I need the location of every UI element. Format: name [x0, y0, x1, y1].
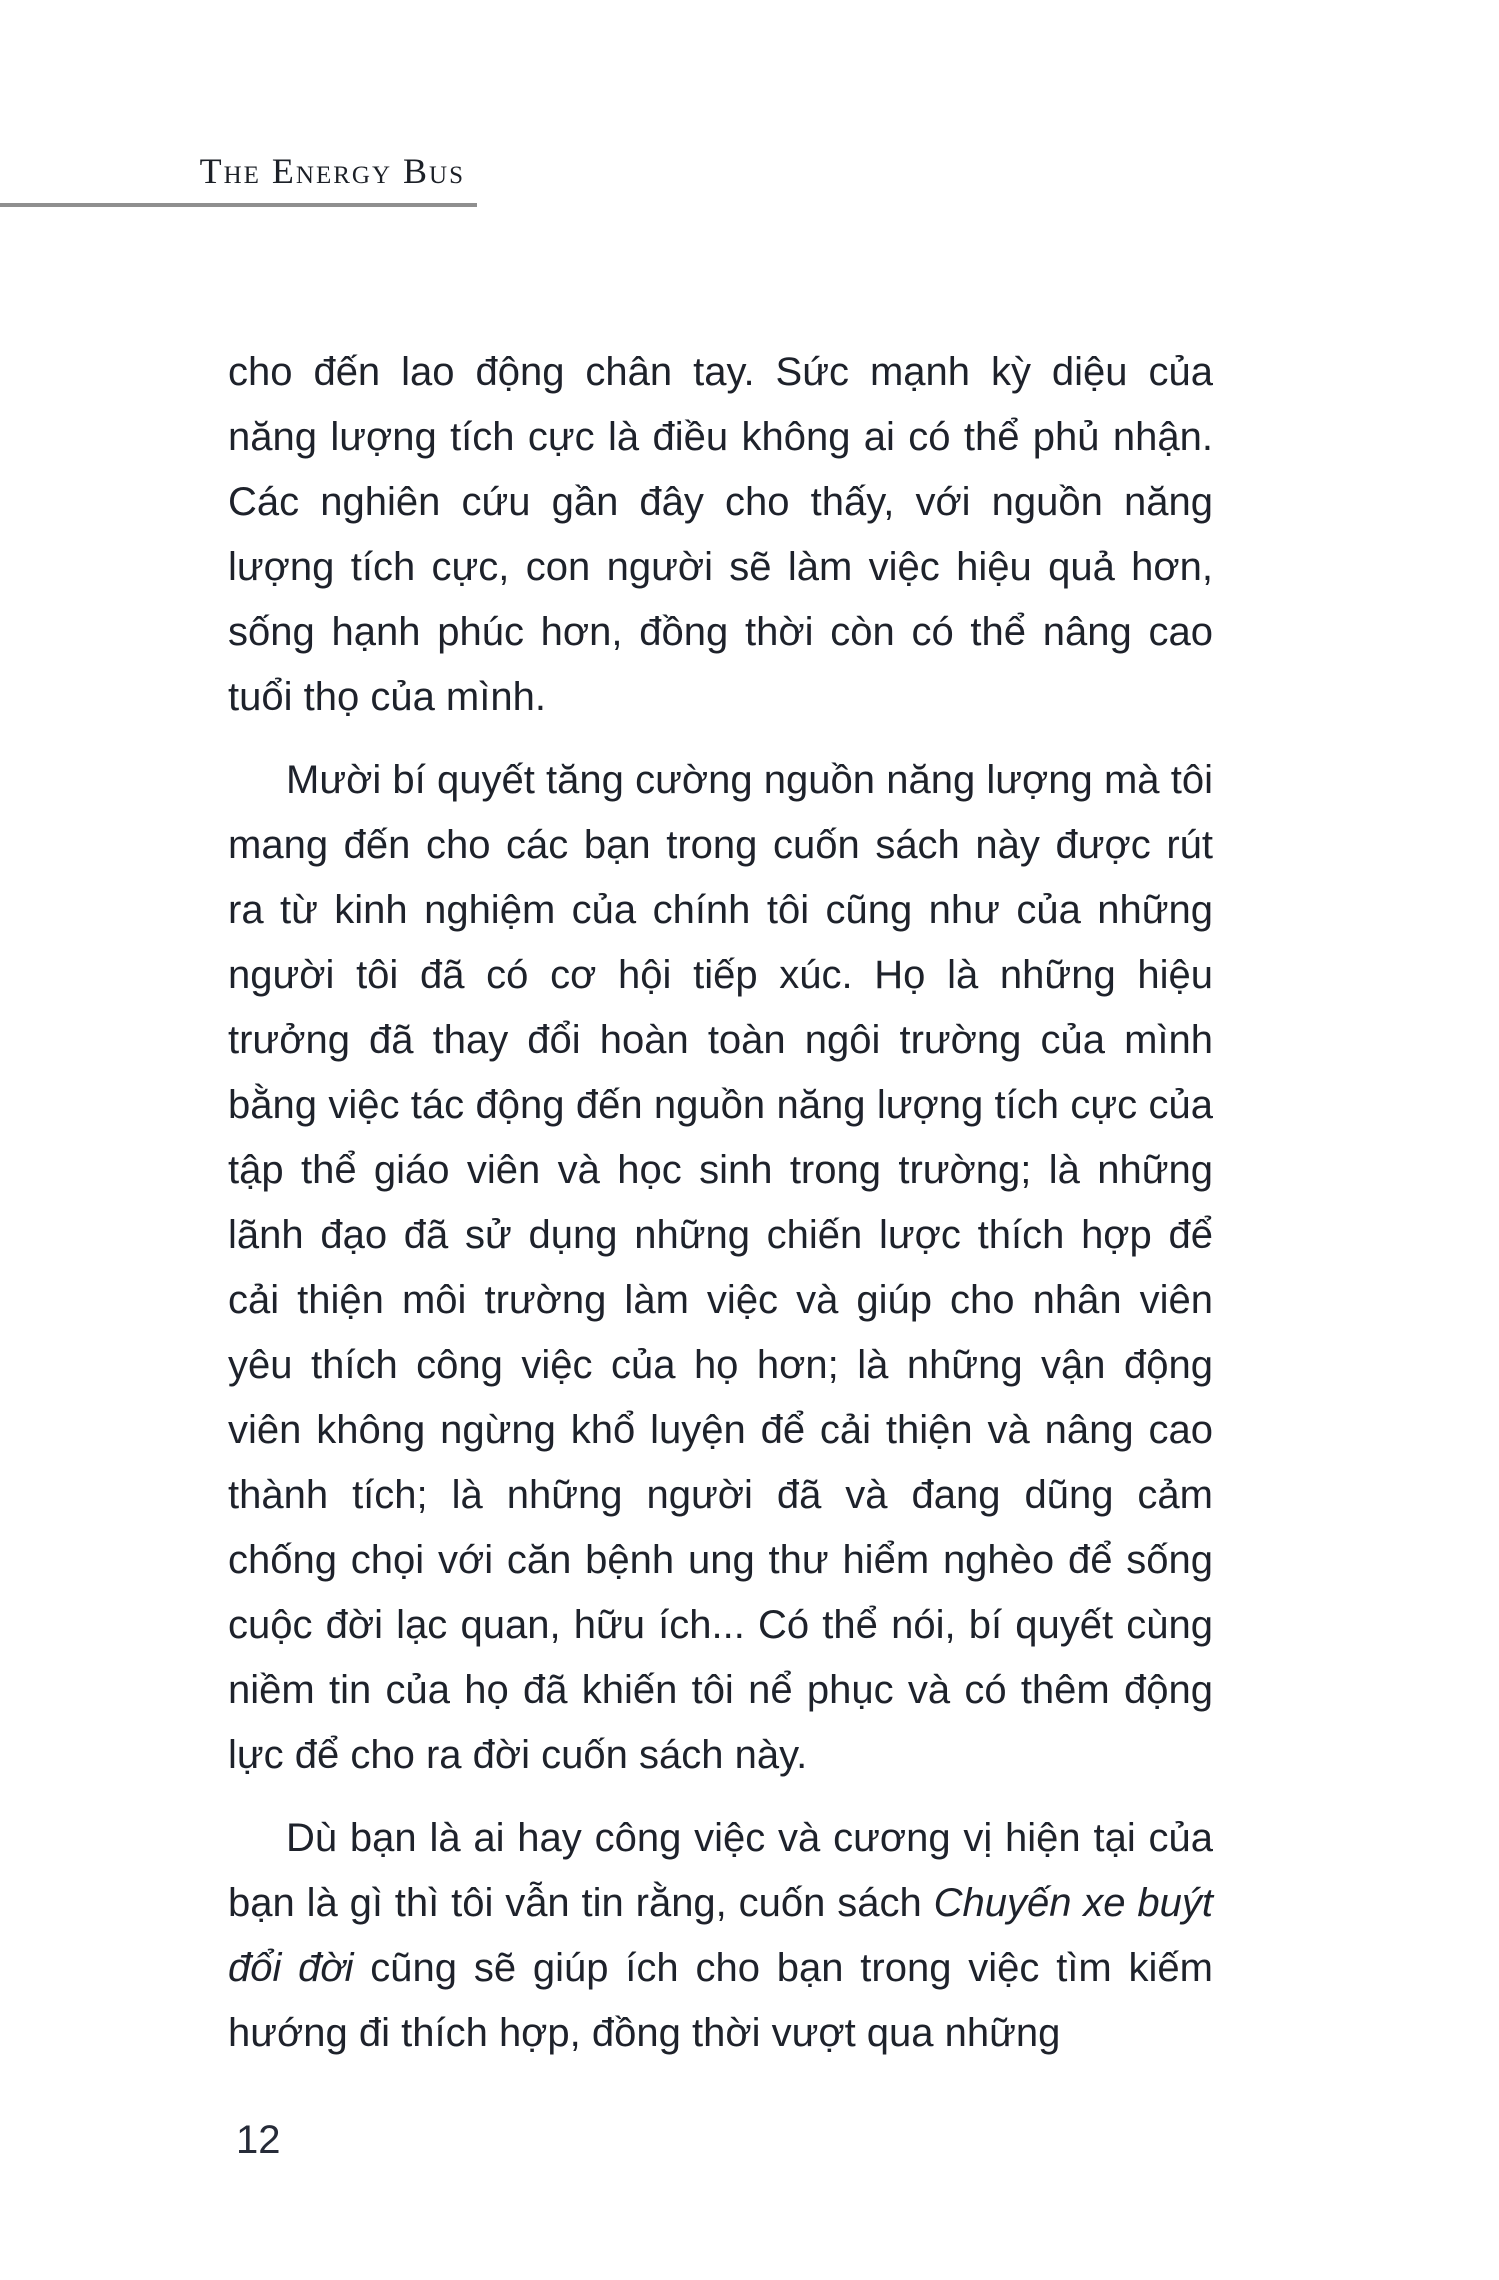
paragraph-text: Mười bí quyết tăng cường nguồn năng lượng mà tôi mang đến cho các bạn trong cuốn sách này được rút ra từ kinh nghiệm của chính tôi cũng như của những người tôi đã có cơ hội tiếp xúc. Họ là những hiệu trưởng đã thay đổi hoàn toàn ngôi trường của mình bằng việc tác động đến nguồn năng lượng tích cực của tập thể giáo viên và học sinh trong trường; là những lãnh đạo đã sử dụng những chiến lược thích hợp để cải thiện môi trường làm việc và giúp cho nhân viên yêu thích công việc của họ hơn; là những vận động viên không ngừng khổ luyện để cải thiện và nâng cao thành tích; là những người đã và đang dũng cảm chống chọi với căn bệnh ung thư hiểm nghèo để sống cuộc đời lạc quan, hữu ích... Có thể nói, bí quyết cùng niềm tin của họ đã khiến tôi nể phục và có thêm động lực để cho ra đời cuốn sách này.	[228, 758, 1213, 1777]
book-title-reference: Chuyến xe buýt đổi đời	[228, 1881, 1213, 1990]
book-title: The Energy Bus	[199, 151, 465, 191]
page-body	[228, 340, 1213, 2084]
paragraph	[228, 1806, 1213, 2066]
paragraph	[228, 340, 1213, 730]
paragraph	[228, 748, 1213, 1788]
paragraph-text: cũng sẽ giúp ích cho bạn trong việc tìm kiếm hướng đi thích hợp, đồng thời vượt qua những	[228, 1946, 1213, 2055]
paragraph-text: cho đến lao động chân tay. Sức mạnh kỳ diệu của năng lượng tích cực là điều không ai có thể phủ nhận. Các nghiên cứu gần đây cho thấy, với nguồn năng lượng tích cực, con người sẽ làm việc hiệu quả hơn, sống hạnh phúc hơn, đồng thời còn có thể nâng cao tuổi thọ của mình.	[228, 350, 1213, 719]
paragraph-text: Dù bạn là ai hay công việc và cương vị hiện tại của bạn là gì thì tôi vẫn tin rằng, cuốn sách	[228, 1816, 1213, 1925]
page-number: 12	[236, 2118, 281, 2162]
running-header	[0, 150, 477, 192]
header-rule	[0, 203, 477, 207]
